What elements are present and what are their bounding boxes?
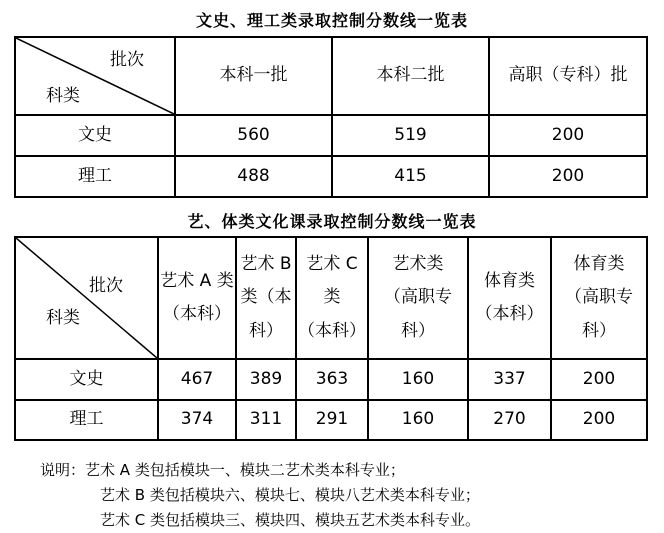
score-cell: 488 bbox=[175, 156, 332, 197]
score-cell: 200 bbox=[489, 115, 647, 156]
header-line: 科） bbox=[249, 320, 283, 341]
table1-corner-cell bbox=[15, 37, 175, 115]
table-row bbox=[15, 400, 647, 440]
score-cell: 200 bbox=[489, 156, 647, 197]
table2-title: 艺、体类文化课录取控制分数线一览表 bbox=[187, 212, 477, 231]
header-cell bbox=[236, 237, 296, 359]
table2-header-row bbox=[15, 237, 647, 359]
table2 bbox=[14, 236, 648, 441]
footnote-lead: 说明： bbox=[40, 461, 86, 479]
table1 bbox=[14, 36, 648, 198]
header-line: 类（本 bbox=[240, 287, 292, 308]
header-line: 艺术类 bbox=[392, 254, 444, 275]
score-cell: 467 bbox=[158, 359, 236, 400]
score-cell: 363 bbox=[296, 359, 368, 400]
header-line: 艺术 A 类 bbox=[160, 270, 234, 291]
corner-batch-label: 批次 bbox=[89, 276, 123, 296]
score-cell: 270 bbox=[468, 400, 551, 440]
score-cell: 519 bbox=[332, 115, 489, 156]
score-cell: 311 bbox=[236, 400, 296, 440]
row-label: 理工 bbox=[15, 400, 158, 440]
score-cell: 200 bbox=[551, 400, 647, 440]
score-cell: 291 bbox=[296, 400, 368, 440]
header-line: （本科） bbox=[163, 304, 231, 324]
header-line: 科） bbox=[401, 320, 435, 341]
diagonal-line bbox=[16, 238, 157, 358]
score-cell: 200 bbox=[551, 359, 647, 400]
footnote-text: 艺术 A 类包括模块一、模块二艺术类本科专业； bbox=[85, 461, 405, 479]
header-cell: 本科二批 bbox=[332, 37, 489, 115]
header-line: 体育类 bbox=[573, 254, 625, 275]
header-line: （本科） bbox=[298, 320, 366, 341]
corner-batch-label: 批次 bbox=[110, 50, 144, 70]
header-line: （本科） bbox=[475, 304, 544, 324]
header-line: 艺术 C 类 bbox=[306, 254, 358, 308]
header-cell bbox=[158, 237, 236, 359]
row-label: 理工 bbox=[15, 156, 175, 197]
header-line: 科） bbox=[582, 320, 616, 341]
header-cell bbox=[551, 237, 647, 359]
header-cell bbox=[296, 237, 368, 359]
score-cell: 160 bbox=[368, 359, 468, 400]
footnote-line bbox=[40, 458, 480, 483]
score-cell: 560 bbox=[175, 115, 332, 156]
header-line: （高职专 bbox=[565, 287, 633, 308]
header-cell bbox=[368, 237, 468, 359]
table1-title: 文史、理工类录取控制分数线一览表 bbox=[195, 11, 468, 30]
row-label: 文史 bbox=[15, 115, 175, 156]
score-cell: 389 bbox=[236, 359, 296, 400]
footnote bbox=[40, 458, 480, 533]
table1-header-row bbox=[15, 37, 647, 115]
corner-category-label: 科类 bbox=[46, 307, 80, 328]
diagonal-line bbox=[16, 38, 174, 114]
table-row bbox=[15, 115, 647, 156]
row-label: 文史 bbox=[15, 359, 158, 400]
table2-corner-cell bbox=[15, 237, 158, 359]
corner-category-label: 科类 bbox=[46, 85, 80, 106]
header-line: （高职专 bbox=[384, 287, 452, 308]
score-cell: 415 bbox=[332, 156, 489, 197]
header-cell: 高职（专科）批 bbox=[489, 37, 647, 115]
score-cell: 160 bbox=[368, 400, 468, 440]
header-line: 体育类 bbox=[484, 270, 535, 291]
score-cell: 337 bbox=[468, 359, 551, 400]
table-row bbox=[15, 156, 647, 197]
header-cell: 本科一批 bbox=[175, 37, 332, 115]
score-cell: 374 bbox=[158, 400, 236, 440]
header-cell bbox=[468, 237, 551, 359]
footnote-line: 艺术 C 类包括模块三、模块四、模块五艺术类本科专业。 bbox=[100, 511, 481, 529]
footnote-line: 艺术 B 类包括模块六、模块七、模块八艺术类本科专业； bbox=[100, 486, 480, 504]
table-row bbox=[15, 359, 647, 400]
header-line: 艺术 B bbox=[240, 254, 292, 275]
